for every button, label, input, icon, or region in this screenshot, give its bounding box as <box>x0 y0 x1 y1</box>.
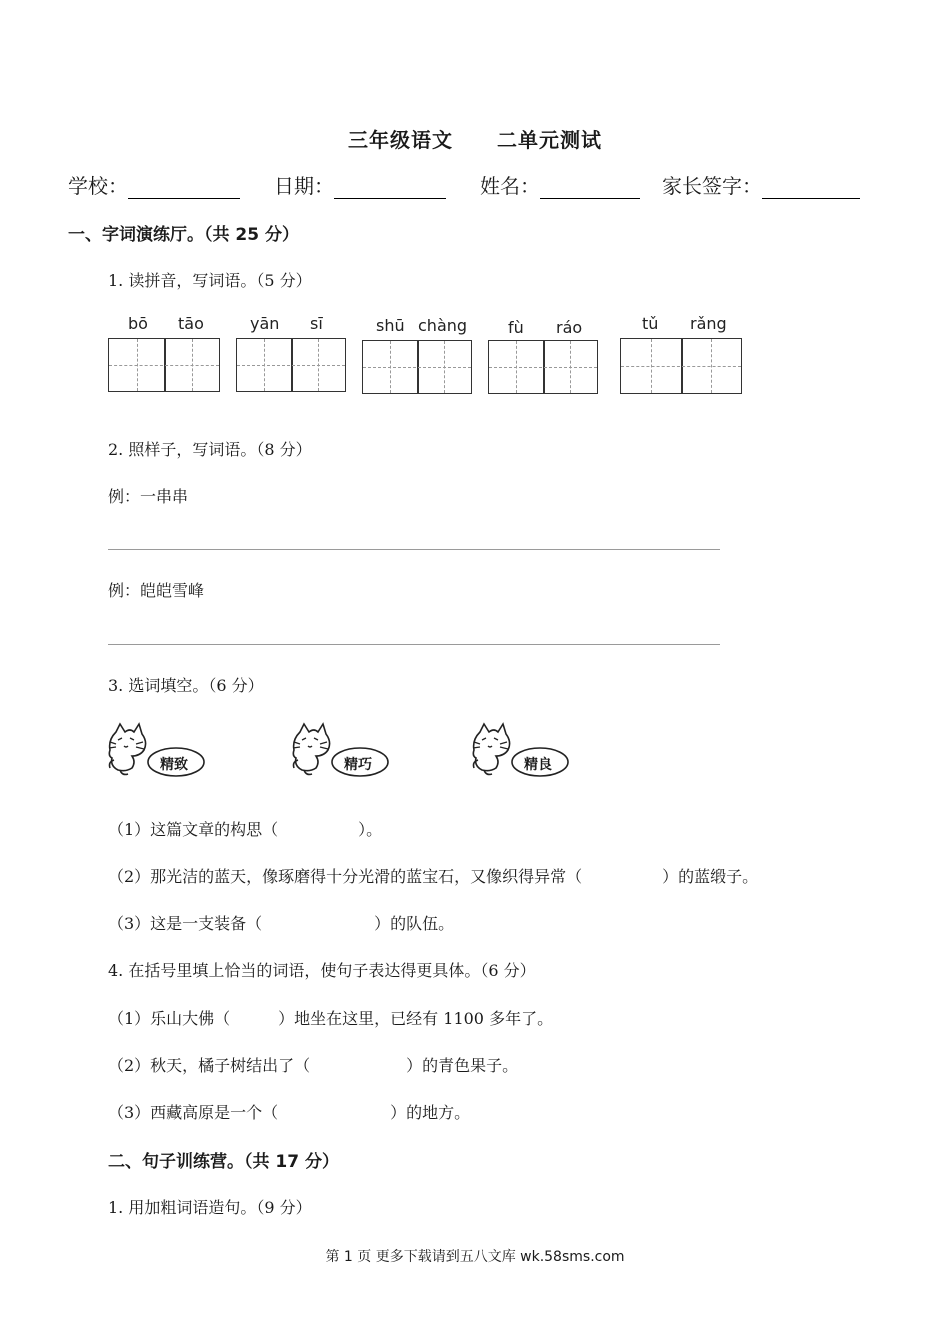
school-label: 学校： <box>68 174 128 198</box>
tian-zi-grid[interactable] <box>620 338 742 394</box>
pinyin: tǔ <box>642 314 659 333</box>
pinyin: rǎng <box>690 314 727 333</box>
cat-icon <box>106 722 208 782</box>
parent-sign-field[interactable] <box>662 170 860 199</box>
date-label: 日期： <box>274 174 334 198</box>
pinyin: chàng <box>418 316 468 335</box>
pinyin: ráo <box>556 318 583 337</box>
pinyin: bō <box>128 314 148 333</box>
q4-item-1: （1）乐山大佛（ ）地坐在这里，已经有 1100 多年了。 <box>108 1009 554 1028</box>
answer-line-2[interactable] <box>108 644 720 645</box>
cat-icon <box>290 722 392 782</box>
date-blank[interactable] <box>334 178 446 199</box>
title-part1: 三年级语文 <box>348 128 453 152</box>
word-option-2 <box>290 722 392 786</box>
name-label: 姓名： <box>480 174 540 198</box>
word-box-group-5 <box>620 314 742 394</box>
student-info-row <box>68 170 860 199</box>
word-option-label: 精致 <box>160 757 188 773</box>
q3-item-2: （2）那光洁的蓝天，像琢磨得十分光滑的蓝宝石，又像织得异常（ ）的蓝缎子。 <box>108 867 759 886</box>
name-field[interactable] <box>480 170 640 199</box>
word-option-label: 精巧 <box>344 757 372 773</box>
word-option-1 <box>106 722 208 786</box>
name-blank[interactable] <box>540 178 640 199</box>
cat-icon <box>470 722 572 782</box>
school-field[interactable] <box>68 170 240 199</box>
word-box-group-1 <box>108 314 220 392</box>
page-title <box>0 124 950 153</box>
q2-example-1: 例：一串串 <box>108 487 189 506</box>
q4-prompt: 4. 在括号里填上恰当的词语，使句子表达得更具体。（6 分） <box>108 961 536 980</box>
tian-zi-grid[interactable] <box>108 338 220 392</box>
word-box-group-2 <box>236 314 346 392</box>
school-blank[interactable] <box>128 178 240 199</box>
tian-zi-grid[interactable] <box>488 340 598 394</box>
q4-item-2: （2）秋天，橘子树结出了（ ）的青色果子。 <box>108 1056 519 1075</box>
pinyin: tāo <box>178 314 204 333</box>
section2-heading: 二、句子训练营。（共 17 分） <box>108 1152 339 1172</box>
q3-item-1: （1）这篇文章的构思（ ）。 <box>108 820 383 839</box>
pinyin: fù <box>508 318 524 337</box>
word-option-3 <box>470 722 572 786</box>
q3-prompt: 3. 选词填空。（6 分） <box>108 676 264 695</box>
pinyin: sī <box>310 314 323 333</box>
parent-sign-label: 家长签字： <box>662 174 762 198</box>
q2-prompt: 2. 照样子，写词语。（8 分） <box>108 440 312 459</box>
q3-item-3: （3）这是一支装备（ ）的队伍。 <box>108 914 455 933</box>
title-part2: 二单元测试 <box>497 128 602 152</box>
q2-example-2: 例：皑皑雪峰 <box>108 581 205 600</box>
page-footer: 第 1 页 更多下载请到五八文库 wk.58sms.com <box>325 1249 625 1265</box>
tian-zi-grid[interactable] <box>236 338 346 392</box>
word-box-group-3 <box>362 314 472 392</box>
word-box-group-4 <box>488 314 598 392</box>
section1-heading: 一、字词演练厅。（共 25 分） <box>68 225 299 245</box>
q1-prompt: 1. 读拼音，写词语。（5 分） <box>108 271 312 290</box>
q4-item-3: （3）西藏高原是一个（ ）的地方。 <box>108 1103 471 1122</box>
tian-zi-grid[interactable] <box>362 340 472 394</box>
pinyin: yān <box>250 314 280 333</box>
date-field[interactable] <box>274 170 446 199</box>
word-option-label: 精良 <box>524 757 552 773</box>
pinyin: shū <box>376 316 405 335</box>
parent-sign-blank[interactable] <box>762 178 860 199</box>
answer-line-1[interactable] <box>108 549 720 550</box>
section2-q1-prompt: 1. 用加粗词语造句。（9 分） <box>108 1198 312 1217</box>
